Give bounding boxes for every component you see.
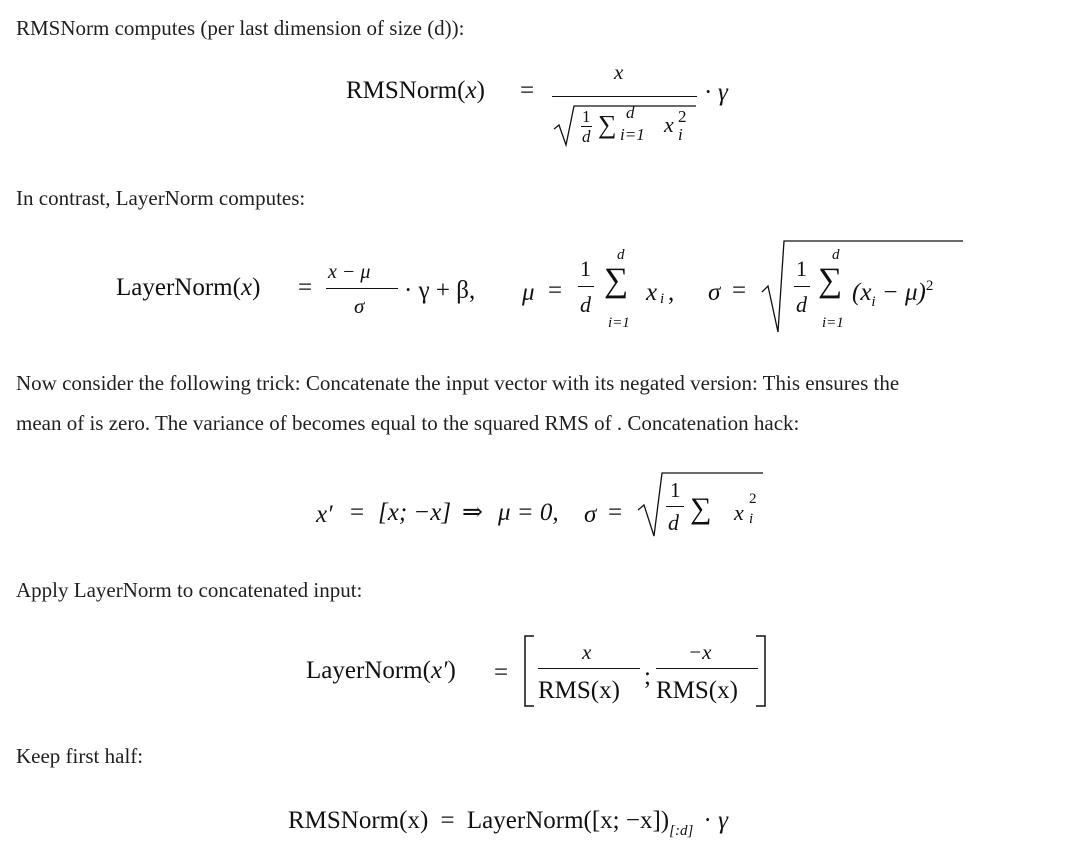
mu-term: x [646, 279, 658, 306]
apply-den2: RMS(x) [656, 677, 738, 704]
rmsnorm-lhs: RMSNorm(x) [346, 77, 485, 104]
mu-equals: = [548, 277, 563, 304]
apply-frac1-bar [538, 668, 640, 669]
implies-arrow: ⇒ [462, 499, 483, 526]
mu-comma: , [668, 279, 675, 306]
apply-num1: x [582, 640, 592, 664]
mu-one: 1 [580, 256, 591, 281]
sigma-symbol: σ [708, 279, 721, 306]
apply-sep: ; [644, 663, 651, 690]
mu-sum-sign: ∑ [604, 262, 629, 299]
apply-frac2-bar [656, 668, 758, 669]
right-bracket [754, 634, 768, 708]
concat-sum-sign: ∑ [690, 492, 712, 525]
rms-gamma: γ [718, 79, 728, 106]
sigma-equals: = [732, 277, 747, 304]
apply-text: Apply LayerNorm to concatenated input: [16, 578, 363, 602]
rms-term-sup: 2 [678, 107, 687, 126]
rms-sum-lower: i=1 [620, 125, 645, 144]
sigma-sum-lower: i=1 [822, 315, 844, 331]
sigma-sum-upper: d [832, 247, 840, 263]
final-equals: = [440, 807, 455, 834]
mu-zero: μ = 0, [498, 499, 559, 526]
x-prime: x′ [316, 501, 333, 528]
concat-term-sup: 2 [749, 491, 757, 507]
final-rhs: LayerNorm([x; −x]) [466, 807, 670, 834]
rmsnorm-equals: = [520, 77, 535, 104]
rms-sum-upper: d [626, 103, 635, 122]
concat-d: d [668, 510, 679, 535]
rms-times: · [704, 79, 713, 106]
sigma-sum-sign: ∑ [818, 262, 843, 299]
concat-one: 1 [670, 478, 681, 502]
rms-term-sub: i [678, 125, 683, 144]
rms-frac-d: d [582, 127, 591, 146]
layernorm-numerator: x − μ [328, 261, 371, 283]
concat-eq1: = [350, 499, 365, 526]
sigma-one: 1 [796, 256, 807, 281]
rms-term: x [664, 112, 674, 137]
mu-term-sub: i [660, 291, 665, 307]
final-sub: [:d] [669, 823, 694, 839]
sigma-d: d [796, 292, 807, 317]
final-equation [288, 807, 728, 839]
concat-eq2: = [608, 499, 623, 526]
concat-term-sub: i [749, 511, 754, 527]
layernorm-denominator: σ [354, 294, 365, 318]
keep-text: Keep first half: [16, 744, 144, 768]
rms-sum-sign: ∑ [598, 110, 617, 139]
sigma-term: $(x_i - \mu)^2$ [852, 278, 934, 310]
left-bracket [522, 634, 536, 708]
final-gamma: γ [718, 807, 728, 834]
mu-d: d [580, 292, 591, 317]
apply-lhs: LayerNorm(x′) [306, 657, 456, 684]
trick-text-line2: mean of is zero. The variance of becomes equal to the squared RMS of . Concatenation hack: [16, 411, 800, 435]
mu-sum-lower: i=1 [608, 315, 630, 331]
concat-sigma: σ [584, 501, 597, 528]
trick-text-line1: Now consider the following trick: Concatenate the input vector with its negated version: This ensures the [16, 371, 900, 395]
mu-symbol: μ [522, 279, 535, 306]
layernorm-lhs: LayerNorm(x) [116, 274, 261, 301]
apply-num2: −x [688, 640, 712, 664]
apply-den1: RMS(x) [538, 677, 620, 704]
concat-term: x [734, 500, 744, 525]
layernorm-equals: = [298, 274, 313, 301]
concat-vector: [x; −x] [378, 499, 452, 526]
final-times: · [703, 807, 712, 834]
mu-sum-upper: d [617, 247, 625, 263]
rms-frac-one: 1 [582, 107, 591, 126]
layernorm-tail: · γ + β, [404, 277, 476, 304]
final-lhs: RMSNorm(x) [288, 807, 429, 834]
apply-equals: = [494, 659, 509, 686]
intro-text: RMSNorm computes (per last dimension of size (d)): [16, 16, 465, 40]
rmsnorm-numerator: x [614, 60, 624, 84]
contrast-text: In contrast, LayerNorm computes: [16, 186, 306, 210]
